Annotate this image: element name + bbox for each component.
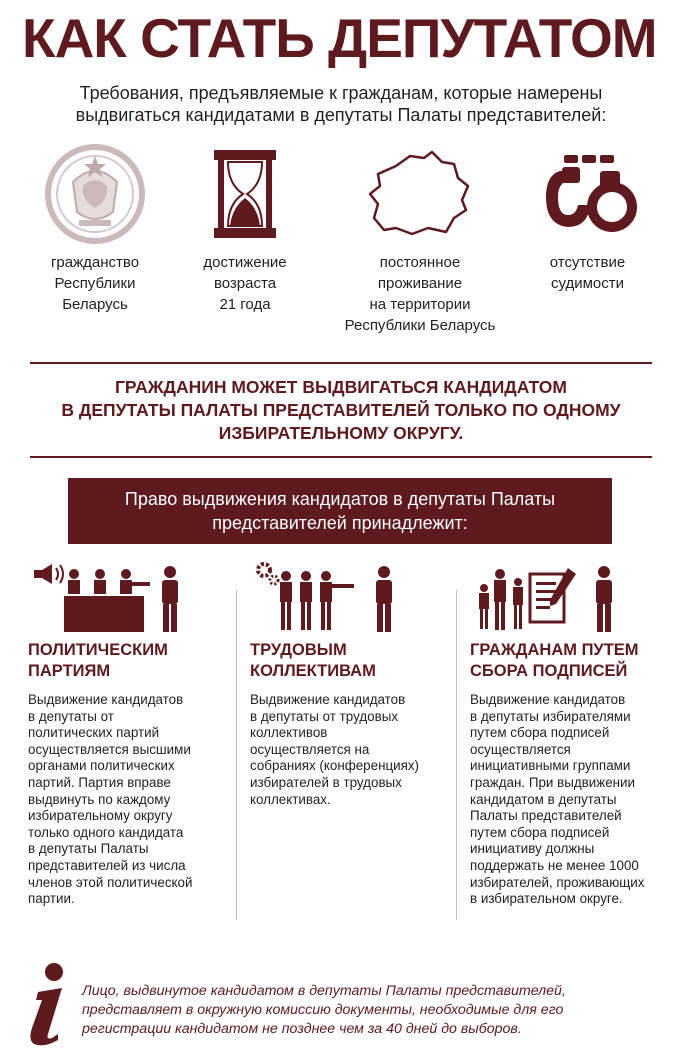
requirement-label: гражданство Республики Беларусь [50,254,140,313]
page-title: КАК СТАТЬ ДЕПУТАТОМ [22,7,657,69]
requirement-age [180,140,310,315]
nomination-banner: Право выдвижения кандидатов в депутаты Палаты представителей принадлежит: [68,478,612,544]
intro-line: Требования, предъявляемые к гражданам, которые намерены [79,83,603,103]
labor-collective-icon [250,560,410,634]
column-separator [456,590,457,920]
column-labor-collectives [250,560,450,808]
column-political-parties [28,560,226,908]
signature-collection-icon [470,560,630,634]
column-heading: ПОЛИТИЧЕСКИМ ПАРТИЯМ [28,641,168,680]
intro-line: выдвигаться кандидатами в депутаты Палаты представителей: [75,105,607,125]
column-signature-collection [470,560,670,908]
column-separator [236,590,237,920]
party-meeting-icon [28,560,198,634]
requirement-label: постоянное проживание на территории Республики Беларусь [344,254,496,334]
hourglass-icon [210,146,280,242]
column-text: Выдвижение кандидатов в депутаты от политических партий осуществляется высшими органами политических партий. Партия вправе выдвинуть по каждому избирательному округу только одного кандидата в депутаты Палаты представителей из числа членов этой политической партии. [28,692,193,907]
info-icon [22,962,74,1046]
column-heading: ТРУДОВЫМ КОЛЛЕКТИВАМ [250,641,376,680]
column-heading: ГРАЖДАНАМ ПУТЕМ СБОРА ПОДПИСЕЙ [470,641,639,680]
belarus-map-icon [366,148,474,240]
coat-of-arms-icon [43,142,147,246]
requirement-residence [320,140,520,336]
requirement-no-record [520,140,655,294]
footer-note: Лицо, выдвинутое кандидатом в депутаты Палаты представителей, представляет в окружную комиссию документы, необходимые для его регистрации кандидатом не позднее чем за 40 дней до выборов. [82,983,566,1037]
requirement-label: отсутствие судимости [549,254,626,292]
intro-text [26,82,656,126]
column-text: Выдвижение кандидатов в депутаты от трудовых коллективов осуществляется на собраниях (конференциях) избирателей в трудовых коллективах. [250,692,420,807]
handcuffs-icon [538,149,638,239]
divider [30,362,652,364]
divider [30,456,652,458]
requirement-label: достижение возраста 21 года [203,254,287,313]
requirement-citizenship [30,140,160,315]
column-text: Выдвижение кандидатов в депутаты избирателями путем сбора подписей осуществляется инициативными группами граждан. При выдвижении кандидатом в депутаты Палаты представителей путем сбора подписей инициативу должны поддержать не менее 1000 избирателей, проживающих в избирательном округе. [470,692,645,907]
notice: ГРАЖДАНИН МОЖЕТ ВЫДВИГАТЬСЯ КАНДИДАТОМ В ДЕПУТАТЫ ПАЛАТЫ ПРЕДСТАВИТЕЛЕЙ ТОЛЬКО ПО ОДНОМУ ИЗБИРАТЕЛЬНОМУ ОКРУГУ. [61,377,621,443]
